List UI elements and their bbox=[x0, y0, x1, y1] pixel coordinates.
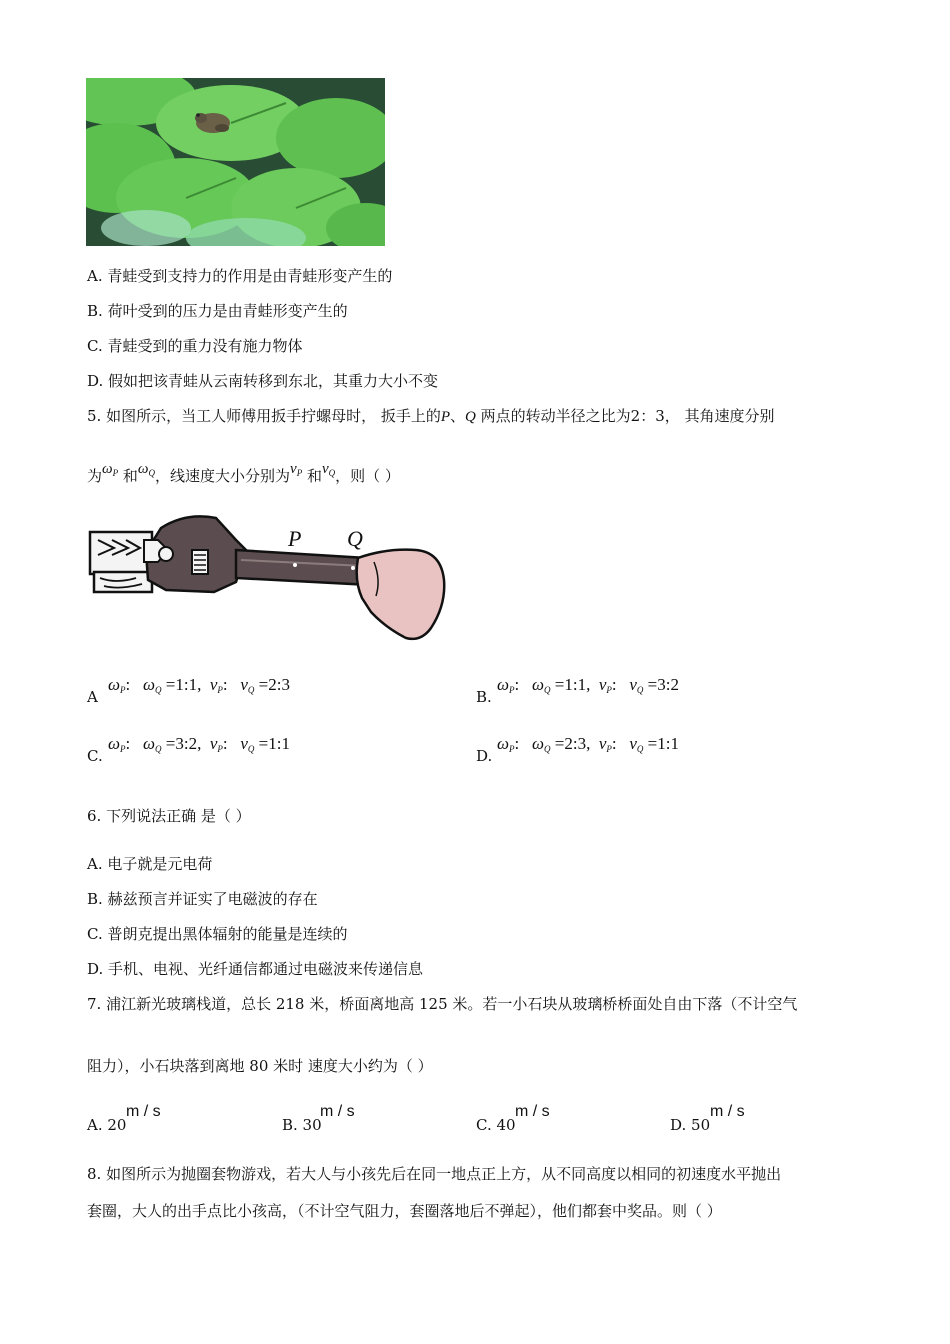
wrench-figure bbox=[86, 510, 451, 645]
q7-stem-line1: 7. 浦江新光玻璃栈道，总长 218 米，桥面离地高 125 米。若一小石块从玻璃桥桥面处自由下落（不计空气 bbox=[87, 995, 798, 1013]
point-q-dot bbox=[351, 566, 355, 570]
q6-stem: 6. 下列说法正确 是（ ） bbox=[87, 807, 251, 825]
q6-option-d: D. 手机、电视、光纤通信都通过电磁波来传递信息 bbox=[87, 960, 424, 978]
q4-option-b: B. 荷叶受到的压力是由青蛙形变产生的 bbox=[87, 302, 348, 320]
q5-stem-line2: 为$\omega_P$ 和$\omega_Q$，线速度大小分别为$v_P$ 和$v_Q$，则（ ） bbox=[87, 461, 400, 485]
q4-option-a: A. 青蛙受到支持力的作用是由青蛙形变产生的 bbox=[87, 267, 393, 285]
figure-label-p: P bbox=[288, 526, 302, 551]
nut-bolt bbox=[90, 532, 152, 592]
q4-option-c: C. 青蛙受到的重力没有施力物体 bbox=[87, 337, 303, 355]
point-p-dot bbox=[293, 563, 297, 567]
wrench-handle bbox=[236, 550, 371, 585]
q4-option-d: D. 假如把该青蛙从云南转移到东北，其重力大小不变 bbox=[87, 372, 439, 390]
frog-lily-pad-photo bbox=[86, 78, 385, 246]
q5-stem-line1: 5. 如图所示，当工人师傅用扳手拧螺母时， 扳手上的P、Q 两点的转动半径之比为2：3， 其角速度分别 bbox=[87, 407, 775, 425]
q8-stem-line2: 套圈，大人的出手点比小孩高，（不计空气阻力，套圈落地后不弹起），他们都套中奖品。则（ ） bbox=[87, 1202, 722, 1220]
q6-option-a: A. 电子就是元电荷 bbox=[87, 855, 213, 873]
q6-option-b: B. 赫兹预言并证实了电磁波的存在 bbox=[87, 890, 318, 908]
q6-option-c: C. 普朗克提出黑体辐射的能量是连续的 bbox=[87, 925, 348, 943]
wrench-head bbox=[144, 516, 246, 592]
q7-stem-line2: 阻力），小石块落到离地 80 米时 速度大小约为（ ） bbox=[87, 1057, 433, 1075]
hand bbox=[357, 550, 445, 639]
q8-stem-line1: 8. 如图所示为抛圈套物游戏，若大人与小孩先后在同一地点正上方，从不同高度以相同的初速度水平抛出 bbox=[87, 1165, 782, 1183]
figure-label-q: Q bbox=[347, 526, 363, 551]
